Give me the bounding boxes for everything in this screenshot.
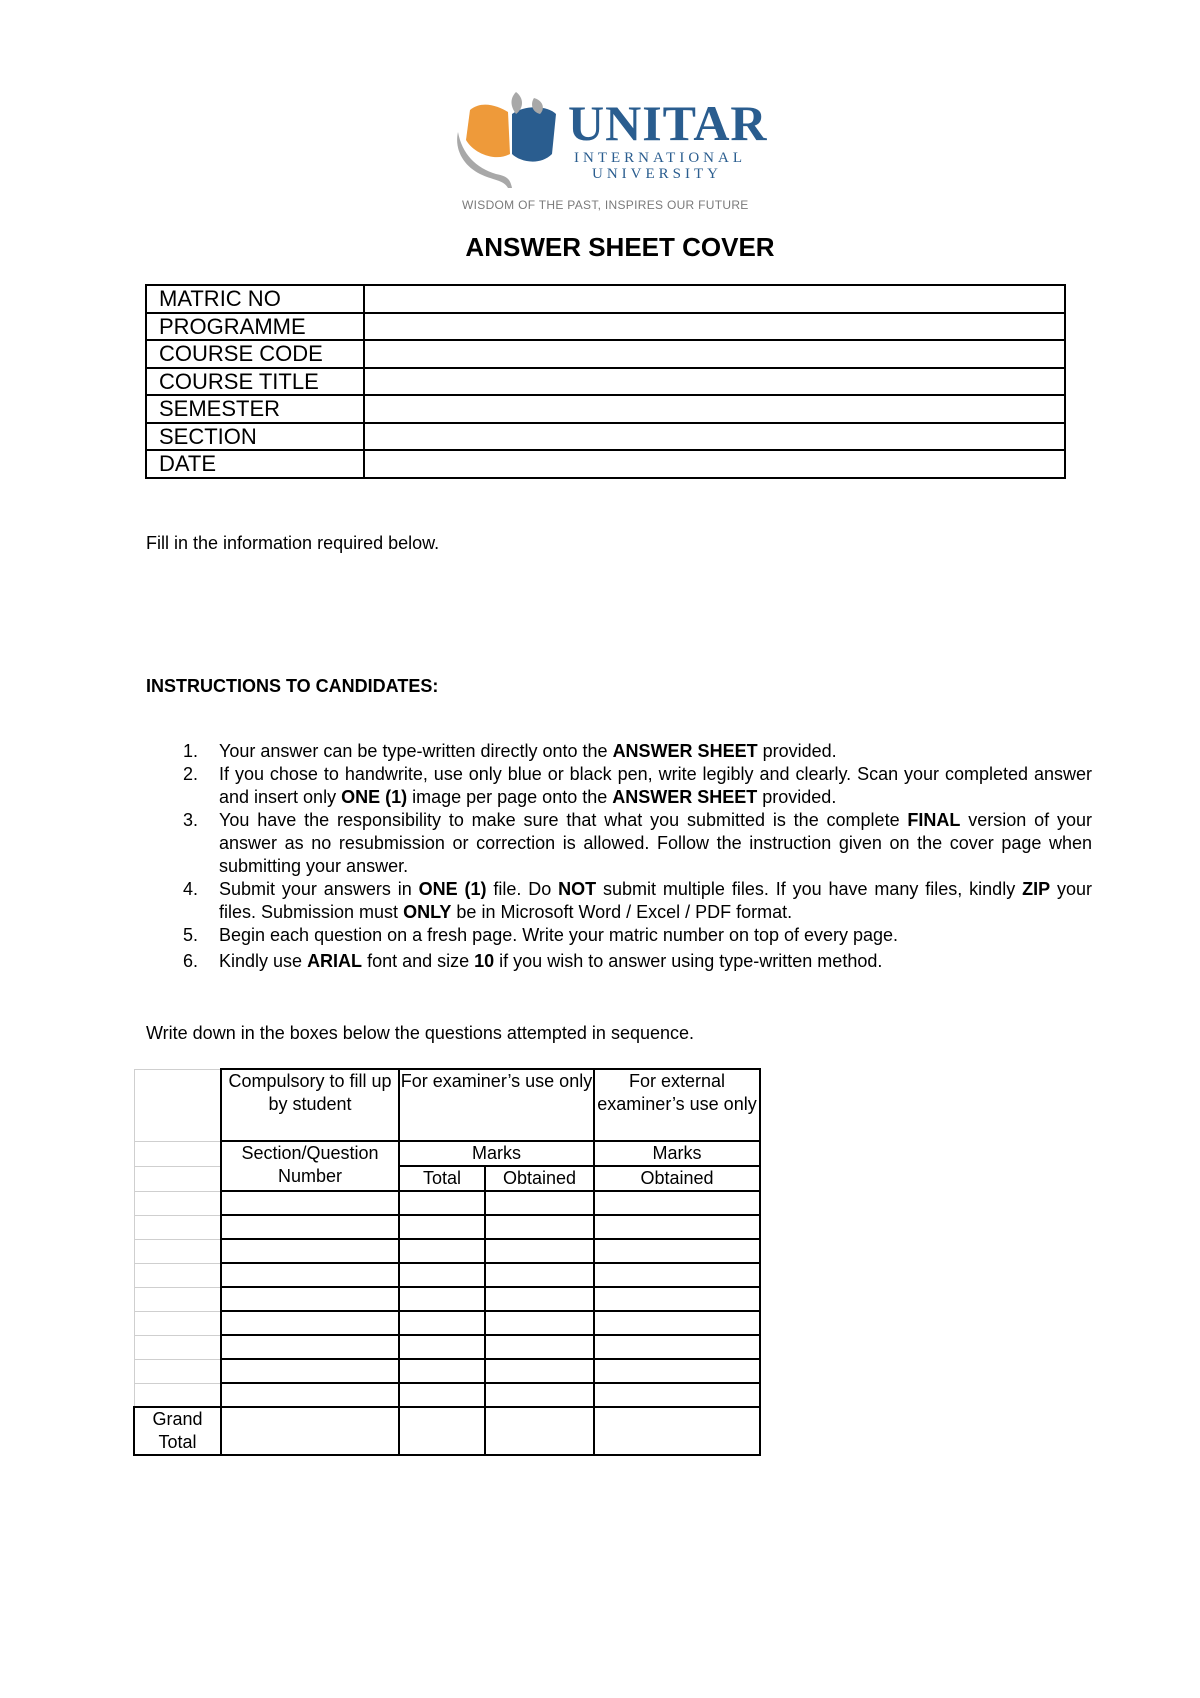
marks-cell[interactable] <box>221 1335 399 1359</box>
header-external: For external examiner’s use only <box>594 1069 760 1141</box>
instruction-number: 1. <box>183 741 199 761</box>
header-obtained: Obtained <box>485 1166 594 1191</box>
marks-cell[interactable] <box>399 1335 485 1359</box>
instruction-number: 2. <box>183 764 199 784</box>
instruction-text: file. Do <box>486 879 559 899</box>
marks-cell[interactable] <box>485 1311 594 1335</box>
info-label: COURSE TITLE <box>146 368 364 396</box>
marks-cell[interactable] <box>485 1287 594 1311</box>
info-label: SECTION <box>146 423 364 451</box>
side-cell <box>134 1069 221 1141</box>
marks-cell[interactable] <box>485 1383 594 1407</box>
side-cell <box>134 1191 221 1215</box>
marks-row <box>134 1215 760 1239</box>
info-label: SEMESTER <box>146 395 364 423</box>
header-obtained-external: Obtained <box>594 1166 760 1191</box>
marks-cell[interactable] <box>594 1215 760 1239</box>
marks-cell[interactable] <box>221 1311 399 1335</box>
marks-cell[interactable] <box>399 1311 485 1335</box>
instruction-number: 3. <box>183 810 199 830</box>
marks-cell[interactable] <box>399 1263 485 1287</box>
marks-row <box>134 1239 760 1263</box>
instruction-text: font and size <box>362 951 475 971</box>
instruction-item <box>146 924 1092 947</box>
info-label: COURSE CODE <box>146 340 364 368</box>
marks-cell[interactable] <box>594 1335 760 1359</box>
info-value-field[interactable] <box>364 285 1065 313</box>
marks-cell[interactable] <box>594 1383 760 1407</box>
marks-cell[interactable] <box>221 1191 399 1215</box>
university-logo <box>452 92 792 218</box>
marks-cell[interactable] <box>221 1287 399 1311</box>
marks-cell[interactable] <box>399 1239 485 1263</box>
marks-cell[interactable] <box>399 1383 485 1407</box>
marks-row <box>134 1311 760 1335</box>
instruction-emphasis: ARIAL <box>307 951 363 971</box>
marks-cell[interactable] <box>399 1191 485 1215</box>
side-cell <box>134 1215 221 1239</box>
instruction-emphasis: FINAL <box>907 810 961 830</box>
info-value-field[interactable] <box>364 368 1065 396</box>
instruction-emphasis: ONLY <box>403 902 452 922</box>
instruction-emphasis: ONE (1) <box>418 879 487 899</box>
marks-cell[interactable] <box>485 1335 594 1359</box>
instruction-text: provided. <box>757 741 837 761</box>
info-row <box>146 368 1065 396</box>
instruction-text: image per page onto the <box>407 787 613 807</box>
side-cell <box>134 1166 221 1191</box>
marks-cell[interactable] <box>485 1215 594 1239</box>
info-label: PROGRAMME <box>146 313 364 341</box>
instruction-text: If you chose to handwrite, use only blue or black pen, write legibly and clearly. Scan your completed answer and insert only <box>219 764 1092 807</box>
instruction-number: 4. <box>183 879 199 899</box>
instruction-text: submit multiple files. If you have many files, kindly <box>596 879 1023 899</box>
marks-row <box>134 1263 760 1287</box>
side-cell <box>134 1141 221 1166</box>
marks-row <box>134 1335 760 1359</box>
instruction-emphasis: ZIP <box>1022 879 1051 899</box>
info-value-field[interactable] <box>364 423 1065 451</box>
instruction-text: Submit your answers in <box>219 879 419 899</box>
marks-row <box>134 1359 760 1383</box>
side-cell <box>134 1359 221 1383</box>
grand-total-cell[interactable] <box>594 1407 760 1455</box>
grand-total-cell[interactable] <box>221 1407 399 1455</box>
instruction-text: Kindly use <box>219 951 308 971</box>
instruction-item <box>146 809 1092 878</box>
header-marks-external: Marks <box>594 1141 760 1166</box>
header-total: Total <box>399 1166 485 1191</box>
info-value-field[interactable] <box>364 395 1065 423</box>
info-row <box>146 285 1065 313</box>
instruction-text: if you wish to answer using type-written method. <box>494 951 883 971</box>
info-value-field[interactable] <box>364 340 1065 368</box>
grand-total-row <box>134 1407 760 1455</box>
marks-cell[interactable] <box>221 1239 399 1263</box>
instructions-list <box>146 740 1092 973</box>
side-cell <box>134 1239 221 1263</box>
info-row <box>146 340 1065 368</box>
marks-cell[interactable] <box>594 1359 760 1383</box>
instruction-text: provided. <box>757 787 837 807</box>
logo-emblem-icon <box>452 92 562 192</box>
marks-cell[interactable] <box>221 1359 399 1383</box>
instruction-item <box>146 763 1092 809</box>
grand-total-label: Grand Total <box>134 1407 221 1455</box>
instruction-number: 5. <box>183 925 199 945</box>
info-value-field[interactable] <box>364 313 1065 341</box>
instruction-emphasis: ANSWER SHEET <box>612 787 758 807</box>
marks-cell[interactable] <box>485 1239 594 1263</box>
instruction-emphasis: 10 <box>474 951 495 971</box>
marks-cell[interactable] <box>221 1383 399 1407</box>
info-row <box>146 423 1065 451</box>
marks-cell[interactable] <box>485 1359 594 1383</box>
header-marks-examiner: Marks <box>399 1141 594 1166</box>
instruction-emphasis: ONE (1) <box>341 787 408 807</box>
instruction-text: be in Microsoft Word / Excel / PDF format. <box>451 902 793 922</box>
instruction-text: your files. Submission must <box>219 879 1092 922</box>
instruction-text: Your answer can be type-written directly onto the <box>219 741 613 761</box>
marks-row <box>134 1191 760 1215</box>
instruction-item <box>146 878 1092 924</box>
marks-cell[interactable] <box>399 1287 485 1311</box>
marks-cell[interactable] <box>594 1263 760 1287</box>
side-cell <box>134 1263 221 1287</box>
header-student: Compulsory to fill up by student <box>221 1069 399 1141</box>
logo-line-international: INTERNATIONAL <box>574 150 746 166</box>
fill-note: Fill in the information required below. <box>146 533 440 553</box>
grand-total-cell[interactable] <box>485 1407 594 1455</box>
marks-row <box>134 1383 760 1407</box>
side-cell <box>134 1311 221 1335</box>
instruction-text: Begin each question on a fresh page. Write your matric number on top of every page. <box>219 925 899 945</box>
marks-cell[interactable] <box>221 1215 399 1239</box>
marks-cell[interactable] <box>594 1191 760 1215</box>
page-title: ANSWER SHEET COVER <box>465 232 775 262</box>
header-examiner: For examiner’s use only <box>399 1069 594 1141</box>
instruction-text: You have the responsibility to make sure that what you submitted is the complete <box>219 810 908 830</box>
marks-cell[interactable] <box>399 1359 485 1383</box>
grand-total-cell[interactable] <box>399 1407 485 1455</box>
sequence-note: Write down in the boxes below the questions attempted in sequence. <box>146 1023 695 1043</box>
info-value-field[interactable] <box>364 450 1065 478</box>
instruction-text: version of your answer as no resubmission or correction is allowed. Follow the instruction given on the cover page when submitting your answer. <box>219 810 1092 876</box>
marks-row <box>134 1287 760 1311</box>
logo-brand: UNITAR <box>568 95 768 151</box>
marks-cell[interactable] <box>594 1287 760 1311</box>
info-label: DATE <box>146 450 364 478</box>
side-cell <box>134 1335 221 1359</box>
instructions-heading: INSTRUCTIONS TO CANDIDATES: <box>146 676 439 696</box>
marks-cell[interactable] <box>399 1215 485 1239</box>
logo-line-university: UNIVERSITY <box>592 166 722 182</box>
instruction-emphasis: NOT <box>558 879 597 899</box>
info-row <box>146 395 1065 423</box>
instruction-emphasis: ANSWER SHEET <box>612 741 758 761</box>
marks-cell[interactable] <box>594 1311 760 1335</box>
instruction-item <box>146 740 1092 763</box>
instruction-item <box>146 950 1092 973</box>
marks-cell[interactable] <box>485 1263 594 1287</box>
side-cell <box>134 1383 221 1407</box>
info-label: MATRIC NO <box>146 285 364 313</box>
info-table <box>145 284 1066 479</box>
info-row <box>146 450 1065 478</box>
info-row <box>146 313 1065 341</box>
marks-table <box>133 1068 761 1456</box>
header-section-number: Section/Question Number <box>221 1141 399 1191</box>
instruction-number: 6. <box>183 951 199 971</box>
marks-cell[interactable] <box>594 1239 760 1263</box>
logo-tagline: WISDOM OF THE PAST, INSPIRES OUR FUTURE <box>462 198 749 212</box>
marks-cell[interactable] <box>485 1191 594 1215</box>
marks-cell[interactable] <box>221 1263 399 1287</box>
side-cell <box>134 1287 221 1311</box>
